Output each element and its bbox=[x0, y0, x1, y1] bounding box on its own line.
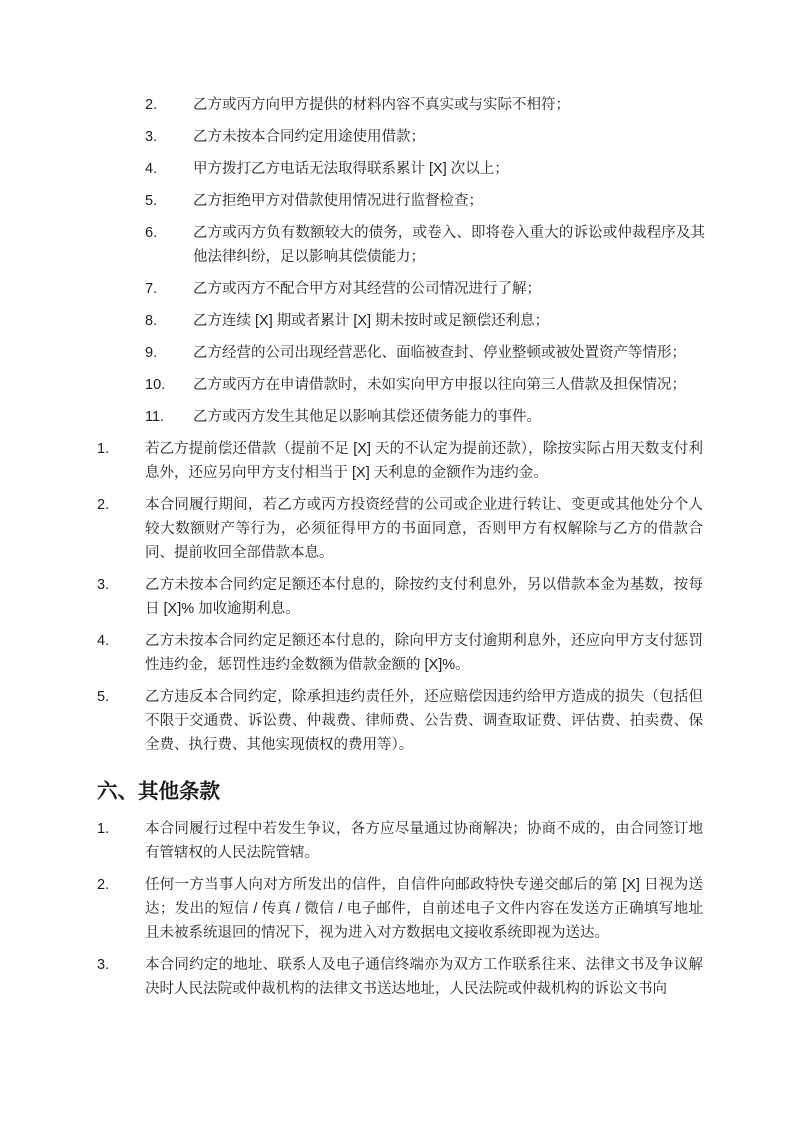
breach-circumstances-sublist bbox=[0, 93, 794, 429]
item-number: 3. bbox=[145, 129, 158, 145]
item-text: 本合同约定的地址、联系人及电子通信终端亦为双方工作联系往来、法律文书及争议解决时人民法院或仲裁机构的法律文书送达地址，人民法院或仲裁机构的诉讼文书向 bbox=[145, 957, 703, 997]
item-number: 1. bbox=[97, 441, 110, 457]
item-text: 乙方连续 [X] 期或者累计 [X] 期未按时或足额偿还利息； bbox=[193, 313, 550, 329]
item-number: 3. bbox=[97, 957, 110, 973]
item-text: 乙方未按本合同约定用途使用借款； bbox=[193, 129, 425, 145]
other-terms-list bbox=[0, 817, 794, 1001]
item-number: 10. bbox=[145, 377, 166, 393]
list-item bbox=[0, 873, 794, 945]
item-text: 乙方未按本合同约定足额还本付息的，除向甲方支付逾期利息外，还应向甲方支付惩罚性违约金，惩罚性违约金数额为借款金额的 [X]%。 bbox=[145, 633, 703, 673]
sub-list-item bbox=[0, 405, 794, 429]
item-number: 4. bbox=[97, 633, 110, 649]
item-text: 本合同履行过程中若发生争议，各方应尽量通过协商解决；协商不成的，由合同签订地有管辖权的人民法院管辖。 bbox=[145, 821, 703, 861]
item-number: 2. bbox=[97, 497, 110, 513]
item-text: 乙方或丙方在申请借款时，未如实向甲方申报以往向第三人借款及担保情况； bbox=[193, 377, 686, 393]
sub-list-item bbox=[0, 157, 794, 181]
sub-list-item bbox=[0, 341, 794, 365]
list-item bbox=[0, 685, 794, 757]
item-text: 甲方拨打乙方电话无法取得联系累计 [X] 次以上； bbox=[193, 161, 509, 177]
item-number: 3. bbox=[97, 577, 110, 593]
item-number: 5. bbox=[97, 689, 110, 705]
item-number: 5. bbox=[145, 193, 158, 209]
list-item bbox=[0, 953, 794, 1001]
item-text: 本合同履行期间，若乙方或丙方投资经营的公司或企业进行转让、变更或其他处分个人较大数额财产等行为，必须征得甲方的书面同意，否则甲方有权解除与乙方的借款合同、提前收回全部借款本息。 bbox=[145, 497, 703, 561]
item-number: 9. bbox=[145, 345, 158, 361]
item-text: 乙方或丙方向甲方提供的材料内容不真实或与实际不相符； bbox=[193, 97, 570, 113]
item-text: 乙方经营的公司出现经营恶化、面临被查封、停业整顿或被处置资产等情形； bbox=[193, 345, 686, 361]
item-text: 乙方未按本合同约定足额还本付息的，除按约支付利息外，另以借款本金为基数，按每日 [X]% 加收逾期利息。 bbox=[145, 577, 703, 617]
item-number: 11. bbox=[145, 409, 165, 425]
item-number: 8. bbox=[145, 313, 158, 329]
item-text: 若乙方提前偿还借款（提前不足 [X] 天的不认定为提前还款），除按实际占用天数支付利息外，还应另向甲方支付相当于 [X] 天利息的金额作为违约金。 bbox=[145, 441, 703, 481]
list-item bbox=[0, 629, 794, 677]
sub-list-item bbox=[0, 373, 794, 397]
document-body bbox=[0, 93, 794, 1009]
breach-clauses-list bbox=[0, 437, 794, 757]
sub-list-item bbox=[0, 221, 794, 269]
sub-list-item bbox=[0, 189, 794, 213]
item-number: 2. bbox=[145, 97, 158, 113]
sub-list-item bbox=[0, 277, 794, 301]
item-text: 乙方或丙方不配合甲方对其经营的公司情况进行了解； bbox=[193, 281, 541, 297]
sub-list-item bbox=[0, 125, 794, 149]
section-heading: 六、其他条款 bbox=[97, 780, 220, 803]
item-text: 乙方违反本合同约定，除承担违约责任外，还应赔偿因违约给甲方造成的损失（包括但不限于交通费、诉讼费、仲裁费、律师费、公告费、调查取证费、评估费、拍卖费、保全费、执行费、其他实现债权的费用等）。 bbox=[145, 689, 703, 753]
item-text: 乙方或丙方发生其他足以影响其偿还债务能力的事件。 bbox=[193, 409, 541, 425]
item-number: 7. bbox=[145, 281, 158, 297]
item-text: 任何一方当事人向对方所发出的信件，自信件向邮政特快专递交邮后的第 [X] 日视为送达；发出的短信 / 传真 / 微信 / 电子邮件，自前述电子文件内容在发送方正确填写地址且未被系统退回的情况下，视为进入对方数据电文接收系统即视为送达。 bbox=[145, 877, 703, 941]
item-number: 6. bbox=[145, 225, 158, 241]
list-item bbox=[0, 817, 794, 865]
item-number: 1. bbox=[97, 821, 110, 837]
list-item bbox=[0, 437, 794, 485]
sub-list-item bbox=[0, 93, 794, 117]
sub-list-item bbox=[0, 309, 794, 333]
item-number: 2. bbox=[97, 877, 110, 893]
item-text: 乙方拒绝甲方对借款使用情况进行监督检查； bbox=[193, 193, 483, 209]
list-item bbox=[0, 573, 794, 621]
item-number: 4. bbox=[145, 161, 158, 177]
item-text: 乙方或丙方负有数额较大的债务，或卷入、即将卷入重大的诉讼或仲裁程序及其他法律纠纷，足以影响其偿债能力； bbox=[193, 225, 705, 265]
list-item bbox=[0, 493, 794, 565]
